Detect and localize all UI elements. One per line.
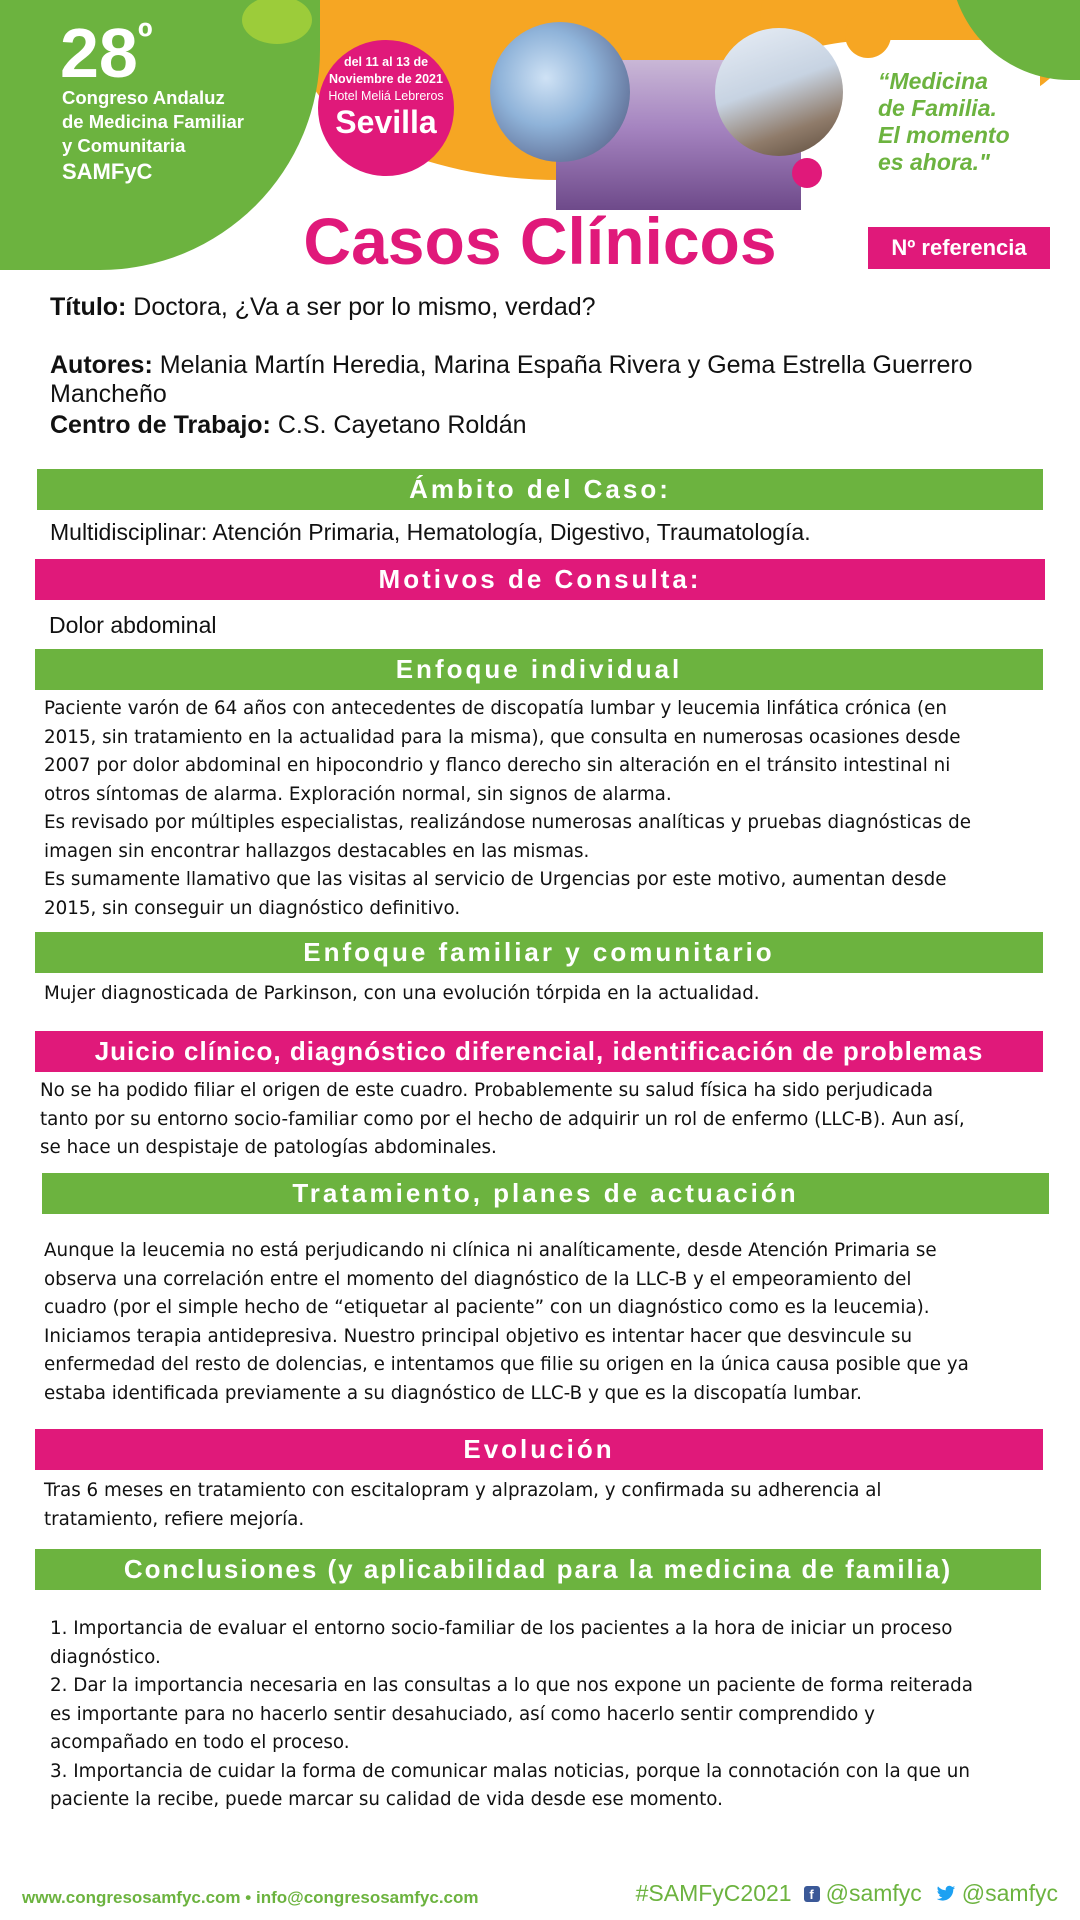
text-line: 2007 por dolor abdominal en hipocondrio y flanco derecho sin alteración en el tránsito intestinal ni: [44, 755, 951, 776]
footer-separator: •: [245, 1888, 252, 1907]
text-line: Aunque la leucemia no está perjudicando ni clínica ni analíticamente, desde Atención Primaria se: [44, 1240, 937, 1261]
event-dates-line2: Noviembre de 2021: [329, 72, 443, 86]
congress-title: [62, 86, 292, 186]
text-line: Iniciamos terapia antidepresiva. Nuestro principal objetivo es intentar hacer que desvincule su: [44, 1325, 913, 1347]
footer-social: [636, 1880, 1058, 1907]
text-line: paciente la recibe, puede marcar su calidad de vida desde ese momento.: [50, 1789, 723, 1810]
text-line: Paciente varón de 64 años con antecedentes de discopatía lumbar y leucemia linfática crónica (en: [44, 698, 947, 719]
twitter-icon[interactable]: [936, 1885, 956, 1903]
slogan-line: de Familia.: [878, 95, 997, 121]
text-line: No se ha podido filiar el origen de este cuadro. Probablemente su salud física ha sido perjudicada: [40, 1080, 934, 1101]
event-date-badge: [318, 40, 454, 176]
section-heading-conclusiones: Conclusiones (y aplicabilidad para la medicina de familia): [35, 1549, 1041, 1590]
case-workplace: Centro de Trabajo: C.S. Cayetano Roldán: [50, 411, 527, 439]
slogan-line: “Medicina: [878, 68, 988, 94]
congress-title-line: y Comunitaria: [62, 135, 186, 156]
section-text-enfoque-familiar: Mujer diagnosticada de Parkinson, con una evolución tórpida en la actualidad.: [44, 983, 760, 1004]
section-text-juicio-clinico: [40, 1077, 1070, 1163]
event-city: Sevilla: [335, 104, 437, 140]
slogan-line: El momento: [878, 122, 1010, 148]
section-heading-enfoque-individual: Enfoque individual: [35, 649, 1043, 690]
footer-facebook-handle[interactable]: @samfyc: [825, 1880, 922, 1906]
section-heading-motivos: Motivos de Consulta:: [35, 559, 1045, 600]
event-dates-line1: del 11 al 13 de: [343, 55, 429, 69]
text-line: tratamiento, refiere mejoría.: [44, 1508, 305, 1530]
text-line: tanto por su entorno socio-familiar como por el hecho de adquirir un rol de enfermo (LLC-B). Aun así,: [40, 1108, 965, 1130]
text-line: Es sumamente llamativo que las visitas al servicio de Urgencias por este motivo, aumentan desde: [44, 869, 947, 890]
section-text-evolucion: [44, 1477, 1064, 1534]
text-line: se hace un despistaje de patologías abdominales.: [40, 1137, 497, 1158]
text-line: observa una correlación entre el momento del diagnóstico de la LLC-B y el empeoramiento del: [44, 1268, 912, 1290]
header-photo-bridge: [715, 28, 843, 156]
text-line: 2015, sin conseguir un diagnóstico definitivo.: [44, 897, 461, 919]
congress-edition: $28^º$: [60, 14, 153, 92]
section-text-ambito: Multidisciplinar: Atención Primaria, Hematología, Digestivo, Traumatología.: [50, 519, 811, 545]
text-line: es importante para no hacerlo sentir desahuciado, así como hacerlo sentir comprendido y: [50, 1703, 875, 1725]
text-line: cuadro (por el simple hecho de “etiquetar al paciente” con un diagnóstico como es la leucemia).: [44, 1297, 930, 1318]
slogan: [878, 68, 1068, 176]
text-line: estaba identificada previamente a su diagnóstico de LLC-B y que es la discopatía lumbar.: [44, 1382, 862, 1404]
case-title: Título: Doctora, ¿Va a ser por lo mismo, verdad?: [50, 293, 596, 321]
reference-badge: Nº referencia: [868, 227, 1050, 269]
section-text-conclusiones: [50, 1615, 1070, 1815]
text-line: enfermedad del resto de dolencias, e intentamos que filie su origen en la única causa posible que ya: [44, 1354, 969, 1375]
text-line: 3. Importancia de cuidar la forma de comunicar malas noticias, porque la connotación con la que un: [50, 1760, 970, 1782]
text-line: 1. Importancia de evaluar el entorno socio-familiar de los pacientes a la hora de iniciar un proceso: [50, 1618, 953, 1639]
section-heading-tratamiento: Tratamiento, planes de actuación: [42, 1173, 1049, 1214]
footer-contact: [22, 1888, 479, 1908]
text-line: diagnóstico.: [50, 1646, 161, 1668]
page-title: Casos Clínicos: [303, 204, 777, 278]
case-authors: Autores: Melania Martín Heredia, Marina España Rivera y Gema Estrella Guerrero Mancheño: [50, 351, 973, 408]
congress-title-line: de Medicina Familiar: [62, 111, 244, 132]
section-heading-evolucion: Evolución: [35, 1429, 1043, 1470]
text-line: 2015, sin tratamiento en la actualidad para la misma), que consulta en numerosas ocasiones desde: [44, 726, 961, 748]
text-line: acompañado en todo el proceso.: [50, 1732, 350, 1753]
section-heading-enfoque-familiar: Enfoque familiar y comunitario: [35, 932, 1043, 973]
header-dot-pink: [792, 158, 822, 188]
facebook-icon[interactable]: f: [804, 1886, 820, 1902]
section-heading-ambito: Ámbito del Caso:: [37, 469, 1043, 510]
footer-hashtag: #SAMFyC2021: [635, 1880, 792, 1906]
header-photo-statue: [490, 22, 630, 162]
section-text-tratamiento: [44, 1237, 1064, 1408]
footer-email-link[interactable]: info@congresosamfyc.com: [255, 1888, 479, 1907]
section-text-motivos: Dolor abdominal: [49, 612, 217, 638]
header-dot-yellow: [845, 12, 891, 58]
footer-twitter-handle[interactable]: @samfyc: [961, 1880, 1058, 1906]
text-line: imagen sin encontrar hallazgos destacables en las mismas.: [44, 840, 590, 862]
footer-website-link[interactable]: www.congresosamfyc.com: [22, 1888, 241, 1907]
event-hotel: Hotel Meliá Lebreros: [328, 89, 444, 103]
congress-title-line: Congreso Andaluz: [62, 87, 225, 108]
slogan-line: es ahora.": [878, 149, 990, 175]
section-text-enfoque-individual: [44, 695, 1064, 923]
text-line: Es revisado por múltiples especialistas, realizándose numerosas analíticas y pruebas diagnósticas de: [44, 812, 971, 833]
text-line: Tras 6 meses en tratamiento con escitalopram y alprazolam, y confirmada su adherencia al: [44, 1480, 882, 1501]
text-line: 2. Dar la importancia necesaria en las consultas a lo que nos expone un paciente de forma reiterada: [50, 1675, 973, 1696]
text-line: otros síntomas de alarma. Exploración normal, sin signos de alarma.: [44, 783, 672, 805]
congress-title-line: SAMFyC: [62, 159, 153, 184]
section-heading-juicio-clinico: Juicio clínico, diagnóstico diferencial, identificación de problemas: [35, 1031, 1043, 1072]
